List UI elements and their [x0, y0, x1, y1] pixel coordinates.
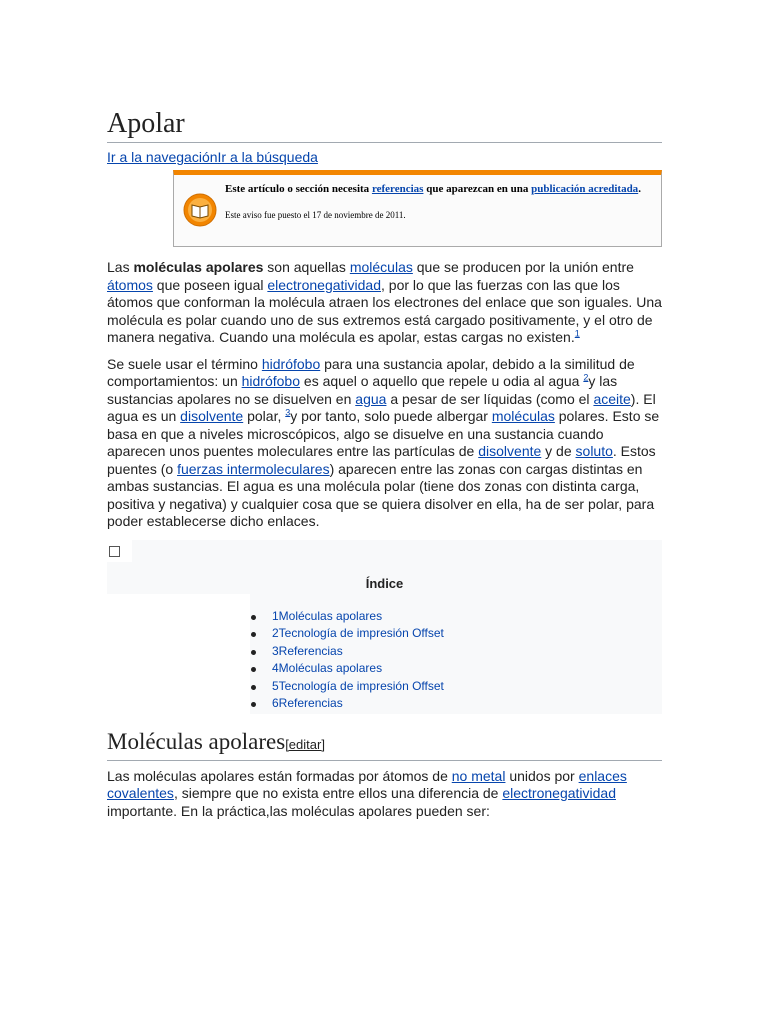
paragraph-intro: [107, 259, 662, 347]
no-metal-link[interactable]: no metal: [451, 767, 506, 784]
moleculas-link[interactable]: moléculas: [349, 259, 413, 275]
text: son aquellas: [263, 259, 350, 275]
text: para una sustancia apolar, debido a la similitud de comportamientos: un: [107, 355, 635, 389]
notice-text-middle: que aparezcan en una: [423, 183, 532, 195]
text: . Estos puentes (o: [107, 443, 656, 477]
reference-2-link[interactable]: 2: [583, 372, 589, 383]
enlaces-covalentes-link[interactable]: enlaces covalentes: [107, 767, 627, 801]
text: que poseen igual: [152, 276, 268, 293]
text: polares. Esto se basa en que a niveles microscópicos, algo se disuelve en una sustancia cuando aparecen unos puentes moleculares entre las partículas de: [107, 408, 660, 459]
edit-section-link[interactable]: [editar]: [285, 736, 325, 752]
notice-date: Este aviso fue puesto el 17 de noviembre de 2011.: [225, 210, 406, 220]
reference-3-link[interactable]: 3: [285, 407, 291, 418]
section-heading: [107, 728, 662, 761]
text: ). El agua es un: [107, 390, 656, 424]
notice-text-start: Este artículo o sección necesita: [225, 183, 372, 195]
text: ) aparecen entre las zonas con cargas distintas en ambas sustancias. El agua es una molécula polar (tiene dos zonas con distinta carga, positiva y negativa) y cualquier cosa que se quiera disolver en ella, ha de ser polar, para poder establecerse dicho enlaces.: [107, 460, 655, 529]
publicacion-acreditada-link[interactable]: publicación acreditada: [531, 183, 639, 195]
disolvente-link-2[interactable]: disolvente: [478, 443, 542, 459]
text: es aquel o aquello que repele u odia al agua: [300, 373, 584, 389]
soluto-link[interactable]: soluto: [575, 443, 613, 459]
text: , por lo que las fuerzas con las que los átomos que conforman la molécula atraen los electrones del enlace que son iguales. Una molécula es polar cuando uno de sus extremos está cargado positivamente, y el otro de manera negativa. Cuando una molécula es apolar, estas cargas no existen.: [107, 276, 662, 345]
electronegatividad-link-2[interactable]: electronegatividad: [502, 785, 616, 801]
electronegatividad-link[interactable]: electronegatividad: [267, 276, 381, 293]
text: Se suele usar el término: [107, 355, 262, 372]
atomos-link[interactable]: átomos: [107, 276, 153, 293]
toc-list: [250, 608, 444, 713]
text: y las sustancias apolares no se disuelven en: [107, 373, 618, 407]
article: [107, 108, 662, 820]
moleculas-link-2[interactable]: moléculas: [491, 408, 555, 424]
toc-toggle-checkbox[interactable]: [109, 546, 120, 557]
notice-text: [225, 182, 649, 222]
notice-text-end: .: [638, 183, 641, 195]
toc-item[interactable]: 6Referencias: [250, 695, 444, 713]
toc-item[interactable]: 2Tecnología de impresión Offset: [250, 625, 444, 643]
jump-links: [107, 148, 662, 166]
text: , siempre que no exista entre ellos una diferencia de: [173, 785, 503, 801]
toc-item[interactable]: 1Moléculas apolares: [250, 608, 444, 626]
toc-title: Índice: [365, 575, 404, 591]
references-notice-box: [173, 170, 662, 247]
hidrofobo-link-2[interactable]: hidrófobo: [241, 373, 301, 389]
aceite-link[interactable]: aceite: [593, 390, 631, 407]
book-icon: [183, 193, 217, 227]
text: polar,: [243, 408, 286, 424]
paragraph-hydrophobic: [107, 356, 662, 531]
table-of-contents: [107, 540, 662, 714]
paragraph-section: [107, 768, 662, 821]
toc-item[interactable]: 3Referencias: [250, 643, 444, 661]
toc-item[interactable]: 5Tecnología de impresión Offset: [250, 678, 444, 696]
jump-to-search-link[interactable]: Ir a la búsqueda: [217, 149, 318, 165]
text: Las: [107, 259, 134, 275]
text: y de: [541, 443, 576, 459]
section-title: Moléculas apolares: [107, 728, 286, 754]
text: unidos por: [505, 767, 579, 784]
jump-to-navigation-link[interactable]: Ir a la navegación: [107, 149, 218, 165]
page-title: Apolar: [107, 108, 662, 143]
referencias-link[interactable]: referencias: [371, 183, 424, 195]
bold-term: moléculas apolares: [133, 259, 264, 275]
hidrofobo-link[interactable]: hidrófobo: [261, 355, 321, 372]
text: que se producen por la unión entre: [412, 259, 634, 275]
fuerzas-intermoleculares-link[interactable]: fuerzas intermoleculares: [177, 460, 330, 477]
text: importante. En la práctica,las moléculas apolares pueden ser:: [107, 802, 490, 819]
reference-1-link[interactable]: 1: [574, 328, 580, 339]
text: a pesar de ser líquidas (como el: [386, 390, 594, 407]
text: y por tanto, solo puede albergar: [290, 408, 492, 424]
disolvente-link[interactable]: disolvente: [180, 408, 244, 424]
agua-link[interactable]: agua: [355, 390, 387, 407]
toc-item[interactable]: 4Moléculas apolares: [250, 660, 444, 678]
text: Las moléculas apolares están formadas por átomos de: [107, 767, 452, 784]
